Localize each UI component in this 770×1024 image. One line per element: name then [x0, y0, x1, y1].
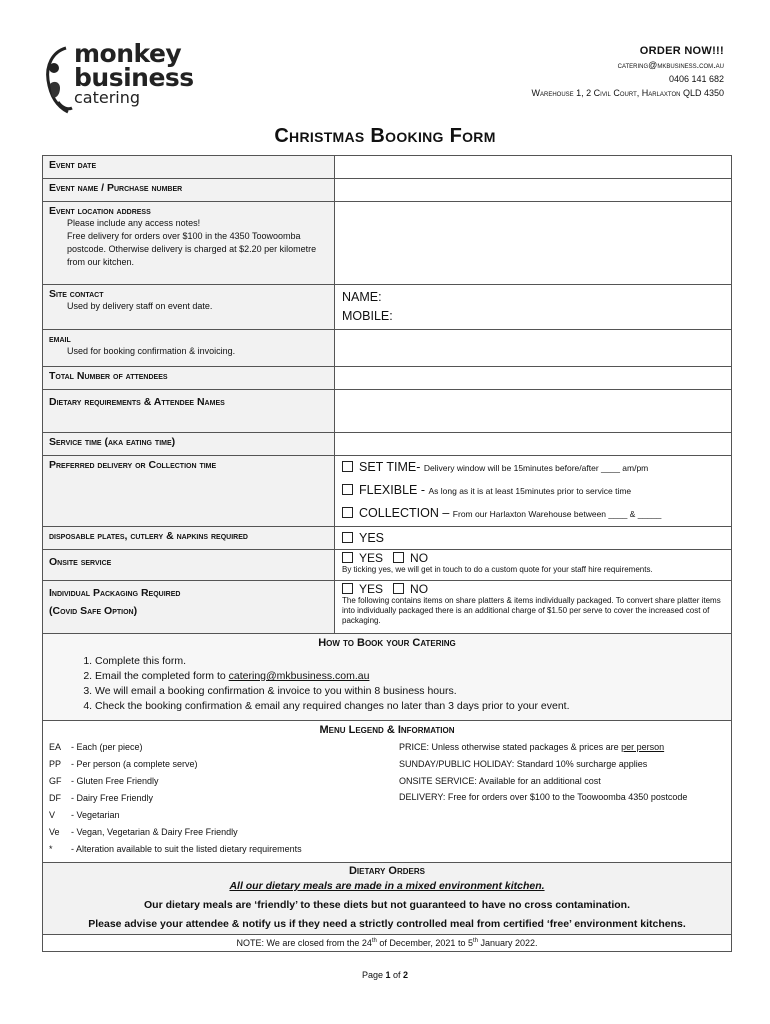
location-note-2: Free delivery for orders over $100 in the 4350 Toowoomba postcode. Otherwise delivery is charged at $2.20 per kilometre from our kitchen. — [67, 231, 317, 267]
row-event-name — [43, 179, 731, 202]
packaging-no-checkbox[interactable] — [393, 583, 404, 594]
plates-label: disposable plates, cutlery & napkins required — [43, 527, 335, 549]
site-contact-note: Used by delivery staff on event date. — [67, 301, 213, 311]
row-attendees — [43, 367, 731, 390]
dietary-field[interactable] — [335, 390, 731, 432]
legend-code-row — [49, 807, 399, 824]
onsite-yes-checkbox[interactable] — [342, 552, 353, 563]
legend-description: - Gluten Free Friendly — [71, 776, 159, 786]
legend-code-row — [49, 790, 399, 807]
email-link[interactable]: catering@mkbusiness.com.au — [228, 670, 370, 682]
row-preferred-time — [43, 456, 731, 527]
legend-code-row — [49, 773, 399, 790]
page-number: Page 1 of 2 — [361, 970, 409, 980]
brand-wordmark — [74, 39, 194, 107]
onsite-note: By ticking yes, we will get in touch to do a custom quote for your staff hire requirements. — [342, 565, 653, 574]
event-name-field[interactable] — [335, 179, 731, 201]
flexible-note: As long as it is at least 15minutes prior to service time — [428, 486, 632, 496]
email-label-cell — [43, 330, 335, 366]
legend-description: - Dairy Free Friendly — [71, 793, 154, 803]
flexible-label: FLEXIBLE - — [359, 483, 425, 497]
email-note: Used for booking confirmation & invoicing. — [67, 346, 236, 356]
legend-info-holiday: SUNDAY/PUBLIC HOLIDAY: Standard 10% surcharge applies — [399, 759, 648, 769]
legend-code: EA — [49, 742, 62, 752]
row-plates — [43, 527, 731, 550]
row-packaging — [43, 581, 731, 634]
step-4: 4. Check the booking confirmation & email any required changes no later than 3 days prior to your event. — [95, 699, 731, 714]
dietary-line-1: All our dietary meals are made in a mixed environment kitchen. — [229, 880, 545, 892]
onsite-yes: YES — [359, 551, 384, 565]
event-date-label: Event date — [43, 156, 335, 178]
legend-code-row — [49, 756, 399, 773]
option-set-time[interactable] — [342, 456, 724, 479]
collection-note: From our Harlaxton Warehouse between ____ & _____ — [452, 509, 662, 519]
legend-code: Ve — [49, 827, 60, 837]
legend-code: V — [49, 810, 56, 820]
step-1: 1. Complete this form. — [95, 654, 731, 669]
packaging-no: NO — [410, 582, 429, 596]
option-flexible[interactable] — [342, 479, 724, 502]
event-date-field[interactable] — [335, 156, 731, 178]
row-service-time — [43, 433, 731, 456]
legend-description: - Each (per piece) — [71, 742, 143, 752]
legend-info-price: PRICE: Unless otherwise stated packages & prices are per person — [399, 742, 665, 752]
plates-checkbox[interactable] — [342, 532, 353, 543]
dietary-line-3: Please advise your attendee & notify us if they need a strictly controlled meal from certified ‘free’ environment kitchens. — [88, 918, 686, 930]
form-title: Christmas Booking Form — [274, 125, 496, 147]
email-field[interactable] — [335, 330, 731, 366]
how-to-section — [43, 634, 731, 721]
legend-section — [43, 721, 731, 863]
closure-note: NOTE: We are closed from the 24th of December, 2021 to 5th January 2022. — [43, 935, 731, 951]
dietary-orders-title: Dietary Orders — [348, 865, 425, 877]
legend-codes — [49, 739, 399, 858]
name-label: NAME: — [342, 290, 382, 304]
legend-code-row — [49, 841, 399, 858]
contact-address: Warehouse 1, 2 Civil Court, Harlaxton QLD 4350 — [531, 88, 724, 98]
packaging-label-2: (Covid Safe Option) — [49, 605, 138, 617]
legend-code: * — [49, 844, 53, 854]
site-contact-label-cell — [43, 285, 335, 329]
event-name-label: Event name / Purchase number — [43, 179, 335, 201]
packaging-label-1: Individual Packaging Required — [49, 587, 181, 599]
attendees-field[interactable] — [335, 367, 731, 389]
legend-description: - Vegetarian — [71, 810, 120, 820]
location-label: Event location address — [49, 205, 151, 217]
onsite-options — [335, 550, 731, 580]
preferred-options — [335, 456, 731, 526]
packaging-options — [335, 581, 731, 633]
option-collection[interactable] — [342, 502, 724, 525]
packaging-note: The following contains items on share platters & items individually packaged. To convert share platter items into individually packaged there is an additional charge of $1.50 per serve to cover the increased cost of packaging. — [342, 596, 721, 625]
mobile-label: MOBILE: — [342, 309, 393, 323]
site-contact-label: Site contact — [49, 288, 104, 300]
legend-description: - Alteration available to suit the listed dietary requirements — [71, 844, 302, 854]
legend-code: GF — [49, 776, 62, 786]
legend-code: DF — [49, 793, 61, 803]
service-time-field[interactable] — [335, 433, 731, 455]
legend-code: PP — [49, 759, 62, 769]
how-to-steps — [95, 654, 731, 714]
legend-code-row — [49, 824, 399, 841]
brand-line-3: catering — [74, 87, 141, 107]
legend-title: Menu Legend & Information — [319, 724, 455, 736]
plates-option[interactable] — [335, 527, 731, 549]
location-field[interactable] — [335, 202, 731, 284]
service-time-label: Service time (aka eating time) — [43, 433, 335, 455]
row-email — [43, 330, 731, 367]
onsite-label: Onsite service — [43, 550, 335, 580]
packaging-yes: YES — [359, 582, 384, 596]
step-2: 2. Email the completed form to catering@mkbusiness.com.au — [95, 669, 731, 684]
set-time-note: Delivery window will be 15minutes before/after ____ am/pm — [423, 463, 649, 473]
packaging-yes-checkbox[interactable] — [342, 583, 353, 594]
dietary-label: Dietary requirements & Attendee Names — [43, 390, 335, 432]
step-3: 3. We will email a booking confirmation & invoice to you within 8 business hours. — [95, 684, 731, 699]
collection-label: COLLECTION – — [359, 506, 450, 520]
order-now-title: ORDER NOW!!! — [639, 45, 724, 57]
booking-form-table — [42, 155, 732, 952]
location-label-cell — [43, 202, 335, 284]
legend-info — [399, 739, 725, 858]
row-onsite — [43, 550, 731, 581]
preferred-label: Preferred delivery or Collection time — [43, 456, 335, 526]
contact-header — [531, 44, 724, 100]
onsite-no-checkbox[interactable] — [393, 552, 404, 563]
dietary-orders-section — [43, 863, 731, 935]
brand-line-2: business — [74, 62, 194, 92]
set-time-label: SET TIME- — [359, 460, 421, 474]
plates-yes: YES — [359, 531, 385, 545]
contact-email[interactable]: catering@mkbusiness.com.au — [617, 60, 724, 70]
legend-body — [43, 739, 731, 862]
legend-description: - Vegan, Vegetarian & Dairy Free Friendly — [71, 827, 238, 837]
onsite-no: NO — [410, 551, 429, 565]
legend-info-onsite: ONSITE SERVICE: Available for an additional cost — [399, 776, 601, 786]
location-note-1: Please include any access notes! — [67, 218, 201, 228]
dietary-line-2: Our dietary meals are ‘friendly’ to these diets but not guaranteed to have no cross contamination. — [143, 899, 631, 911]
brand-line-1: monkey — [74, 39, 182, 68]
legend-description: - Per person (a complete serve) — [71, 759, 198, 769]
legend-code-row — [49, 739, 399, 756]
contact-phone: 0406 141 682 — [668, 74, 724, 84]
row-site-contact — [43, 285, 731, 330]
row-dietary — [43, 390, 731, 433]
email-label: email — [49, 333, 71, 345]
attendees-label: Total Number of attendees — [43, 367, 335, 389]
packaging-label-cell — [43, 581, 335, 633]
site-contact-field[interactable] — [335, 285, 731, 329]
how-to-title: How to Book your Catering — [318, 637, 456, 649]
collection-checkbox[interactable] — [342, 507, 353, 518]
set-time-checkbox[interactable] — [342, 461, 353, 472]
row-event-date — [43, 156, 731, 179]
flexible-checkbox[interactable] — [342, 484, 353, 495]
legend-info-delivery: DELIVERY: Free for orders over $100 to the Toowoomba 4350 postcode — [399, 792, 688, 802]
row-location — [43, 202, 731, 285]
